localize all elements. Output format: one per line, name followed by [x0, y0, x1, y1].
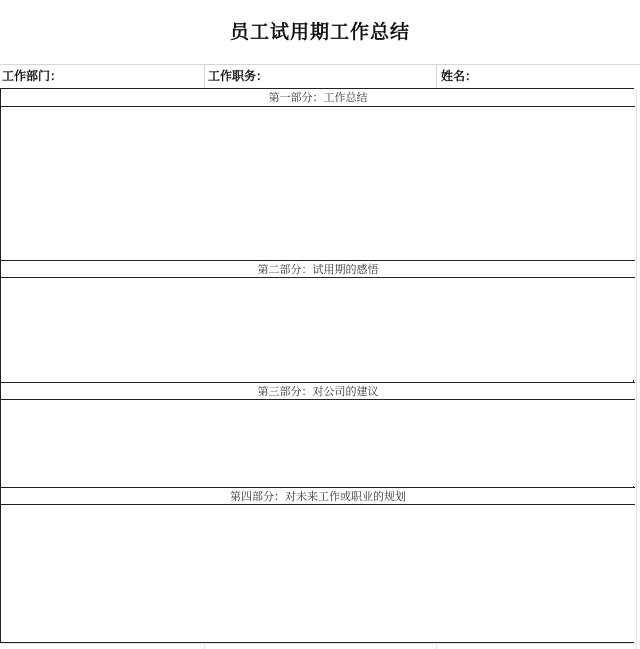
section-body-company-suggestions[interactable] — [1, 400, 635, 486]
document-title: 员工试用期工作总结 — [0, 0, 640, 64]
grid-line — [0, 643, 640, 644]
info-row — [0, 64, 640, 88]
cell-divider — [436, 65, 437, 88]
position-label: 工作职务： — [208, 69, 269, 83]
section-body-work-summary[interactable] — [1, 107, 635, 260]
summary-form — [0, 88, 634, 643]
section-header-work-summary: 第一部分：工作总结 — [1, 89, 635, 107]
section-body-future-plan[interactable] — [1, 505, 635, 642]
department-label: 工作部门： — [2, 69, 63, 83]
cell-divider — [204, 65, 205, 88]
section-body-probation-reflections[interactable] — [1, 278, 635, 380]
grid-line — [636, 0, 637, 649]
section-header-future-plan: 第四部分：对未来工作或职业的规划 — [1, 487, 635, 505]
name-label: 姓名： — [441, 69, 478, 83]
section-header-probation-reflections: 第二部分：试用期的感悟 — [1, 260, 635, 278]
section-header-company-suggestions: 第三部分：对公司的建议 — [1, 382, 635, 400]
